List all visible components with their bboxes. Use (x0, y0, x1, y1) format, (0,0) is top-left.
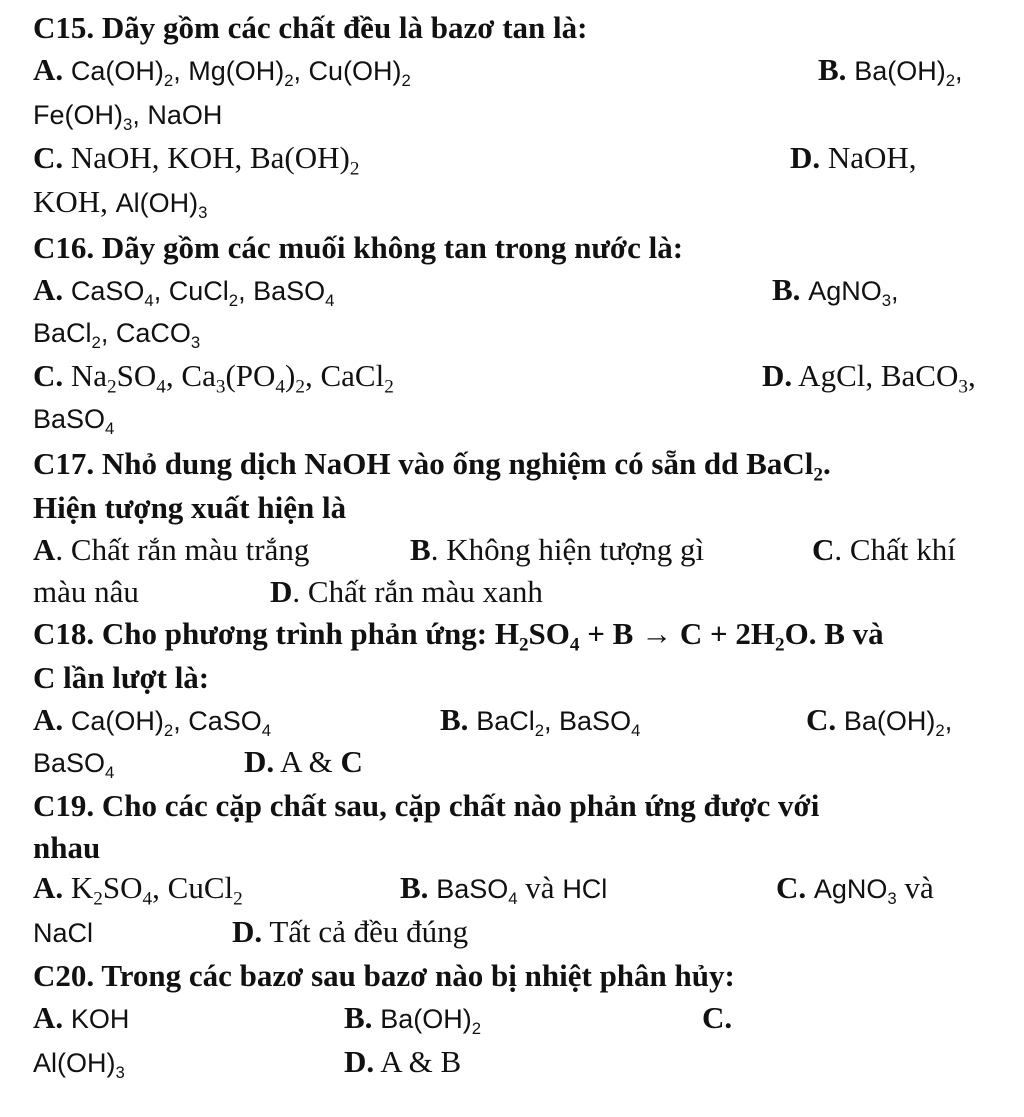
option-b: B. BaCl$_2$, BaSO$_4$ (440, 702, 641, 740)
cropped-previous-line (0, 0, 1024, 8)
option-b: B. BaSO$_4$ và HCl (400, 870, 608, 908)
question-title: C18. Cho phương trình phản ứng: $H_2SO_4 + B \to C + 2H_2O$. B và (33, 616, 884, 656)
question-title-continued: nhau (33, 830, 101, 865)
option-c: C. NaOH, KOH, $Ba(OH)_2$ (33, 140, 360, 180)
option-d: D. AgCl, BaCO$_3$, (762, 358, 976, 398)
option-b: B. AgNO$_3$, (772, 272, 899, 310)
option-d-continued: BaSO$_4$ (33, 404, 115, 438)
question-title: C19. Cho các cặp chất sau, cặp chất nào phản ứng được với (33, 788, 820, 823)
question-title-continued: Hiện tượng xuất hiện là (33, 490, 347, 525)
option-c-continued: BaSO$_4$ (33, 748, 115, 782)
option-b: B. $Ba(OH)_2$, (818, 52, 963, 90)
option-b: B. $Ba(OH)_2$ (344, 1000, 482, 1038)
option-b-continued: BaCl$_2$, CaCO$_3$ (33, 318, 201, 352)
option-a: A. Chất rắn màu trắng (33, 532, 310, 567)
option-c: C. $Na_2SO_4$, $Ca_3(PO_4)_2$, CaCl$_2$ (33, 358, 394, 398)
option-d: D. A & C (244, 744, 363, 779)
option-a: A. CaSO$_4$, CuCl$_2$, BaSO$_4$ (33, 272, 335, 310)
option-c: C. (702, 1000, 733, 1035)
option-c: C. $Ba(OH)_2$, (806, 702, 953, 740)
option-d: D. Tất cả đều đúng (232, 914, 469, 949)
question-title: C16. Dãy gồm các muối không tan trong nước là: (33, 230, 684, 265)
option-b-continued: $Fe(OH)_3$, NaOH (33, 100, 223, 134)
option-a: A. $K_2SO_4$, CuCl$_2$ (33, 870, 243, 910)
question-title: C20. Trong các bazơ sau bazơ nào bị nhiệt phân hủy: (33, 958, 735, 993)
option-a: A. $Ca(OH)_2$, $Mg(OH)_2$, $Cu(OH)_2$ (33, 52, 411, 90)
option-d-continued: KOH, $Al(OH)_3$ (33, 184, 208, 222)
question-title: C15. Dãy gồm các chất đều là bazơ tan là: (33, 10, 588, 45)
option-a: A. $Ca(OH)_2$, CaSO$_4$ (33, 702, 272, 740)
option-c: C. AgNO$_3$ và (776, 870, 934, 908)
option-c-continued: $Al(OH)_3$ (33, 1048, 125, 1082)
question-title-continued: C lần lượt là: (33, 660, 210, 695)
question-title: C17. Nhỏ dung dịch NaOH vào ống nghiệm có sẵn dd BaCl$_2$. (33, 446, 831, 486)
option-d: D. NaOH, (790, 140, 917, 175)
option-b: B. Không hiện tượng gì (410, 532, 705, 567)
option-c: C. Chất khí (812, 532, 956, 567)
option-a: A. KOH (33, 1000, 130, 1035)
option-c-continued: màu nâu (33, 574, 139, 609)
option-d: D. A & B (344, 1044, 462, 1079)
option-d: D. Chất rắn màu xanh (270, 574, 543, 609)
option-c-continued: NaCl (33, 918, 94, 948)
